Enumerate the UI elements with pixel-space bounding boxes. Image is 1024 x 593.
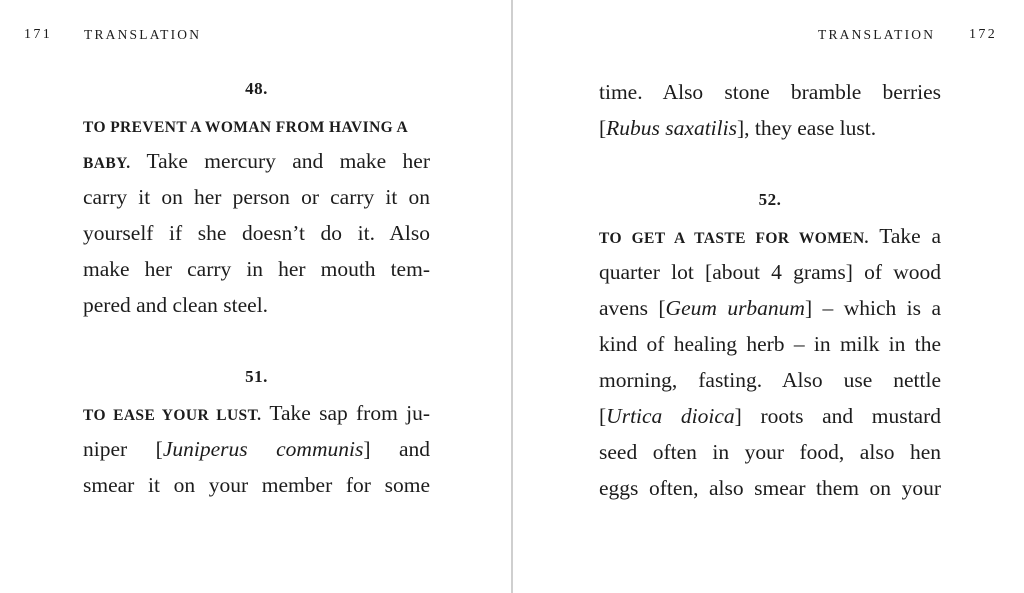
entry-52-line-3: avens [Geum urbanum] – which is a — [599, 296, 941, 320]
right-page — [513, 0, 1024, 593]
running-head: TRANSLATION — [84, 27, 202, 42]
latin-name: Rubus saxatilis — [606, 116, 737, 140]
continuation-line-2: [Rubus saxatilis], they ease lust. — [599, 116, 877, 140]
entry-48-line-2: BABY. Take mercury and make her — [83, 149, 430, 173]
entry-48-heading: TO PREVENT A WOMAN FROM HAVING A — [83, 119, 409, 136]
left-page — [0, 0, 511, 593]
entry-52-line-7: seed often in your food, also hen — [599, 440, 941, 464]
entry-52-line-1: TO GET A TASTE FOR WOMEN. Take a — [599, 224, 942, 248]
entry-48-heading-end: BABY. — [83, 155, 131, 172]
entry-number-52: 52. — [758, 190, 782, 209]
right-text-block — [599, 74, 941, 506]
entry-52-line-2: quarter lot [about 4 grams] of wood — [599, 260, 941, 284]
entry-52-heading: TO GET A TASTE FOR WOMEN. — [599, 230, 869, 247]
entry-48-line-3: carry it on her person or carry it on — [83, 185, 430, 209]
entry-48-line-6: pered and clean steel. — [83, 293, 269, 317]
running-head: TRANSLATION — [818, 27, 936, 42]
latin-name: Juniperus communis — [162, 437, 364, 461]
entry-52-line-8: eggs often, also smear them on your — [599, 476, 941, 500]
entry-48-line-5: make her carry in her mouth tem- — [83, 257, 430, 281]
entry-51-heading: TO EASE YOUR LUST. — [83, 407, 262, 424]
continuation-line-1: time. Also stone bramble berries — [599, 80, 941, 104]
entry-number-48: 48. — [245, 79, 268, 98]
page-number: 171 — [24, 27, 53, 42]
entry-51-line-1: TO EASE YOUR LUST. Take sap from ju- — [83, 401, 430, 425]
latin-name: Urtica dioica — [606, 404, 735, 428]
entry-51-line-2: niper [Juniperus communis] and — [83, 437, 430, 461]
entry-51-line-3: smear it on your member for some — [83, 473, 430, 497]
entry-52-line-4: kind of healing herb – in milk in the — [599, 332, 941, 356]
entry-48-line-1 — [83, 107, 430, 143]
spacer — [599, 146, 941, 182]
latin-name: Geum urbanum — [665, 296, 805, 320]
left-text-block — [83, 71, 430, 503]
entry-48-line-4: yourself if she doesn’t do it. Also — [83, 221, 430, 245]
entry-number-51: 51. — [245, 367, 268, 386]
spacer — [83, 323, 430, 359]
page-number: 172 — [969, 27, 998, 42]
entry-52-line-5: morning, fasting. Also use nettle — [599, 368, 941, 392]
entry-52-line-6: [Urtica dioica] roots and mustard — [599, 404, 942, 428]
